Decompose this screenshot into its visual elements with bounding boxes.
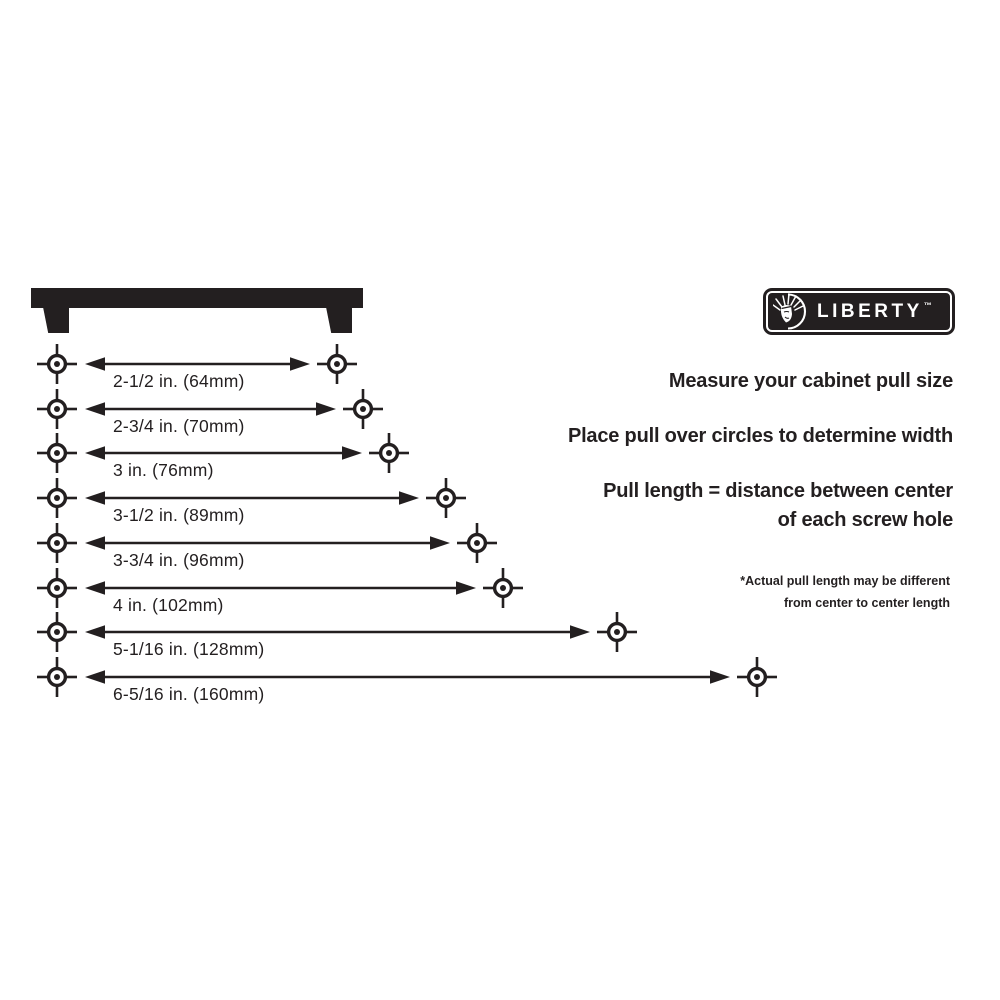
length-arrow-icon xyxy=(85,664,730,690)
instruction-line-3b: of each screw hole xyxy=(777,509,953,531)
liberty-logo xyxy=(763,288,955,335)
screw-hole-crosshair-icon xyxy=(737,657,777,697)
screw-hole-crosshair-icon xyxy=(37,389,77,429)
length-arrow-icon xyxy=(85,396,336,422)
instruction-line-3a: Pull length = distance between center xyxy=(603,480,953,502)
instructions-block xyxy=(300,371,953,531)
screw-hole-crosshair-icon xyxy=(37,344,77,384)
screw-hole-crosshair-icon xyxy=(597,612,637,652)
measurement-label: 2-3/4 in. (70mm) xyxy=(113,416,245,436)
screw-hole-crosshair-icon xyxy=(37,568,77,608)
footnote-line-1: *Actual pull length may be different xyxy=(740,574,950,588)
length-arrow-icon xyxy=(85,575,476,601)
length-arrow-icon xyxy=(85,530,450,556)
measurement-label: 3-3/4 in. (96mm) xyxy=(113,550,245,570)
measurement-label: 6-5/16 in. (160mm) xyxy=(113,684,265,704)
measurement-label: 5-1/16 in. (128mm) xyxy=(113,639,265,659)
pull-bar-shape xyxy=(31,288,363,308)
measurement-label: 3 in. (76mm) xyxy=(113,460,214,480)
pull-right-leg-shape xyxy=(326,307,352,333)
screw-hole-crosshair-icon xyxy=(37,433,77,473)
length-arrow-icon xyxy=(85,619,590,645)
screw-hole-crosshair-icon xyxy=(37,657,77,697)
screw-hole-crosshair-icon xyxy=(37,612,77,652)
screw-hole-crosshair-icon xyxy=(37,523,77,563)
instruction-line-1: Measure your cabinet pull size xyxy=(668,370,953,392)
logo-brand-text xyxy=(817,302,932,321)
instruction-line-2: Place pull over circles to determine width xyxy=(567,425,953,447)
pull-left-leg-shape xyxy=(43,307,69,333)
length-arrow-icon xyxy=(85,351,310,377)
statue-of-liberty-icon xyxy=(773,293,815,330)
logo-trademark: ™ xyxy=(923,301,932,310)
measurement-label: 4 in. (102mm) xyxy=(113,595,224,615)
logo-wordmark: LIBERTY xyxy=(817,301,923,322)
measurement-label: 3-1/2 in. (89mm) xyxy=(113,505,245,525)
measurement-label: 2-1/2 in. (64mm) xyxy=(113,371,245,391)
instruction-line-3 xyxy=(300,481,953,531)
screw-hole-crosshair-icon xyxy=(37,478,77,518)
logo-border-frame xyxy=(766,291,952,332)
footnote-line-2: from center to center length xyxy=(784,596,950,610)
footnote-block xyxy=(500,570,950,614)
